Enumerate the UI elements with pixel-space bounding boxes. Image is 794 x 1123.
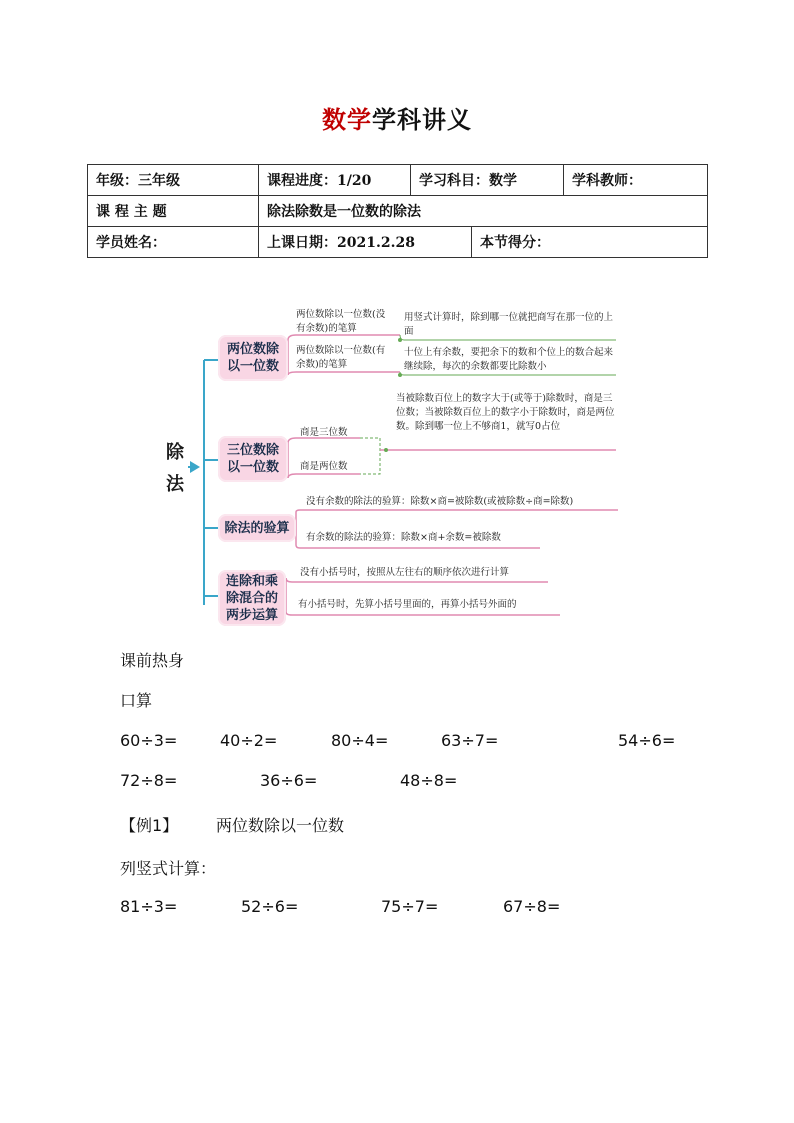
vertical-problem: 67÷8= (503, 897, 561, 916)
info-table (87, 164, 708, 258)
teacher-cell: 学科教师： (564, 165, 708, 196)
example-instruction: 列竖式计算： (120, 859, 217, 878)
student-cell: 学员姓名： (88, 227, 259, 258)
mindmap-root: 除法 (166, 442, 184, 495)
leaf-check-no-remainder: 没有余数的除法的验算：除数×商=被除数(或被除数÷商=除数) (306, 496, 574, 507)
oral-problem: 72÷8= (120, 771, 178, 790)
oral-problem: 36÷6= (260, 771, 318, 790)
example-title: 两位数除以一位数 (216, 816, 345, 835)
oral-heading: 口算 (120, 691, 153, 710)
branch-node-mixed: 连除和乘除混合的两步运算 (218, 570, 286, 626)
warmup-heading: 课前热身 (120, 651, 185, 670)
progress-cell: 课程进度：1/20 (259, 165, 411, 196)
subject-cell: 学习科目：数学 (411, 165, 564, 196)
page-title: 数学学科讲义 (322, 105, 472, 134)
topic-label-cell: 课 程 主 题 (88, 196, 259, 227)
grade-cell: 年级：三年级 (88, 165, 259, 196)
oral-problem: 40÷2= (220, 731, 278, 750)
vertical-problem: 52÷6= (241, 897, 299, 916)
score-cell: 本节得分： (472, 227, 708, 258)
leaf-parentheses: 有小括号时，先算小括号里面的，再算小括号外面的 (298, 599, 517, 610)
leaf-quotient-three: 商是三位数 (300, 427, 348, 438)
example-tag: 【例1】 (120, 816, 179, 835)
leaf-no-parentheses: 没有小括号时，按照从左往右的顺序依次进行计算 (300, 567, 510, 578)
branch-node-check: 除法的验算 (218, 514, 296, 542)
vertical-problem: 75÷7= (381, 897, 439, 916)
oral-problem: 63÷7= (441, 731, 499, 750)
branch-node-three-digit: 三位数除以一位数 (218, 436, 288, 482)
oral-problem: 80÷4= (331, 731, 389, 750)
date-cell: 上课日期：2021.2.28 (259, 227, 472, 258)
oral-problem: 60÷3= (120, 731, 178, 750)
vertical-problem: 81÷3= (120, 897, 178, 916)
leaf-no-remainder: 两位数除以一位数(没有余数)的笔算 (296, 309, 386, 334)
leaf-check-remainder: 有余数的除法的验算：除数×商+余数=被除数 (306, 532, 501, 543)
oral-problem: 54÷6= (618, 731, 676, 750)
note-remainder: 十位上有余数，要把余下的数和个位上的数合起来继续除，每次的余数都要比除数小 (404, 347, 614, 372)
leaf-with-remainder: 两位数除以一位数(有余数)的笔算 (296, 345, 386, 370)
leaf-quotient-two: 商是两位数 (300, 461, 348, 472)
oral-problem: 48÷8= (400, 771, 458, 790)
note-vertical: 用竖式计算时，除到哪一位就把商写在那一位的上面 (404, 312, 614, 337)
branch-node-two-digit: 两位数除以一位数 (218, 335, 288, 381)
topic-value-cell: 除法除数是一位数的除法 (259, 196, 708, 227)
note-quotient: 当被除数百位上的数字大于(或等于)除数时，商是三位数；当被除数百位上的数字小于除数时，商是两位数。除到哪一位上不够商1，就写0占位 (396, 393, 615, 432)
